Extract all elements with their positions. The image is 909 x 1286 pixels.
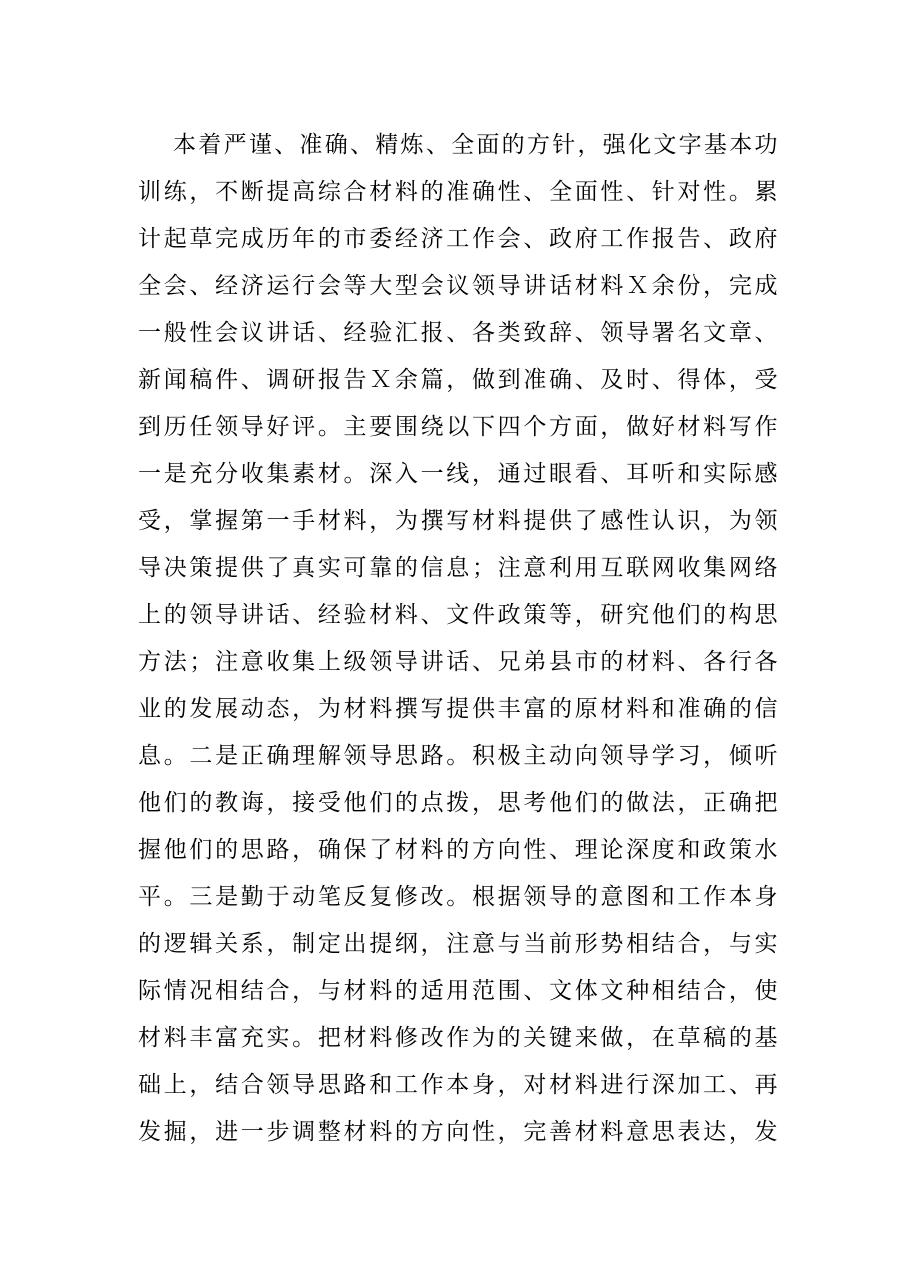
text-line: 础上，结合领导思路和工作本身，对材料进行深加工、再 xyxy=(138,1072,778,1098)
text-line: 平。三是勤于动笔反复修改。根据领导的意图和工作本身 xyxy=(138,884,778,910)
text-line: 方法；注意收集上级领导讲话、兄弟县市的材料、各行各 xyxy=(138,649,778,675)
text-line: 握他们的思路，确保了材料的方向性、理论深度和政策水 xyxy=(138,837,778,863)
text-line: 一是充分收集素材。深入一线，通过眼看、耳听和实际感 xyxy=(138,461,778,487)
text-line: 息。二是正确理解领导思路。积极主动向领导学习，倾听 xyxy=(138,743,778,769)
text-line: 他们的教诲，接受他们的点拨，思考他们的做法，正确把 xyxy=(138,790,778,816)
text-line: 材料丰富充实。把材料修改作为的关键来做，在草稿的基 xyxy=(138,1025,778,1051)
text-line: 发掘，进一步调整材料的方向性，完善材料意思表达，发 xyxy=(138,1119,778,1145)
text-line: 际情况相结合，与材料的适用范围、文体文种相结合，使 xyxy=(138,978,778,1004)
text-line: 训练，不断提高综合材料的准确性、全面性、针对性。累 xyxy=(138,179,778,205)
text-line: 新闻稿件、调研报告Ｘ余篇，做到准确、及时、得体，受 xyxy=(138,367,778,393)
text-line: 一般性会议讲话、经验汇报、各类致辞、领导署名文章、 xyxy=(138,320,778,346)
text-line: 本着严谨、准确、精炼、全面的方针，强化文字基本功 xyxy=(173,132,778,158)
text-line: 到历任领导好评。主要围绕以下四个方面，做好材料写作 xyxy=(138,414,778,440)
text-line: 计起草完成历年的市委经济工作会、政府工作报告、政府 xyxy=(138,226,778,252)
text-line: 全会、经济运行会等大型会议领导讲话材料Ｘ余份，完成 xyxy=(138,273,778,299)
body-paragraph xyxy=(138,122,778,1156)
text-line: 导决策提供了真实可靠的信息；注意利用互联网收集网络 xyxy=(138,555,778,581)
text-line: 的逻辑关系，制定出提纲，注意与当前形势相结合，与实 xyxy=(138,931,778,957)
text-line: 受，掌握第一手材料，为撰写材料提供了感性认识，为领 xyxy=(138,508,778,534)
text-line: 上的领导讲话、经验材料、文件政策等，研究他们的构思 xyxy=(138,602,778,628)
text-line: 业的发展动态，为材料撰写提供丰富的原材料和准确的信 xyxy=(138,696,778,722)
